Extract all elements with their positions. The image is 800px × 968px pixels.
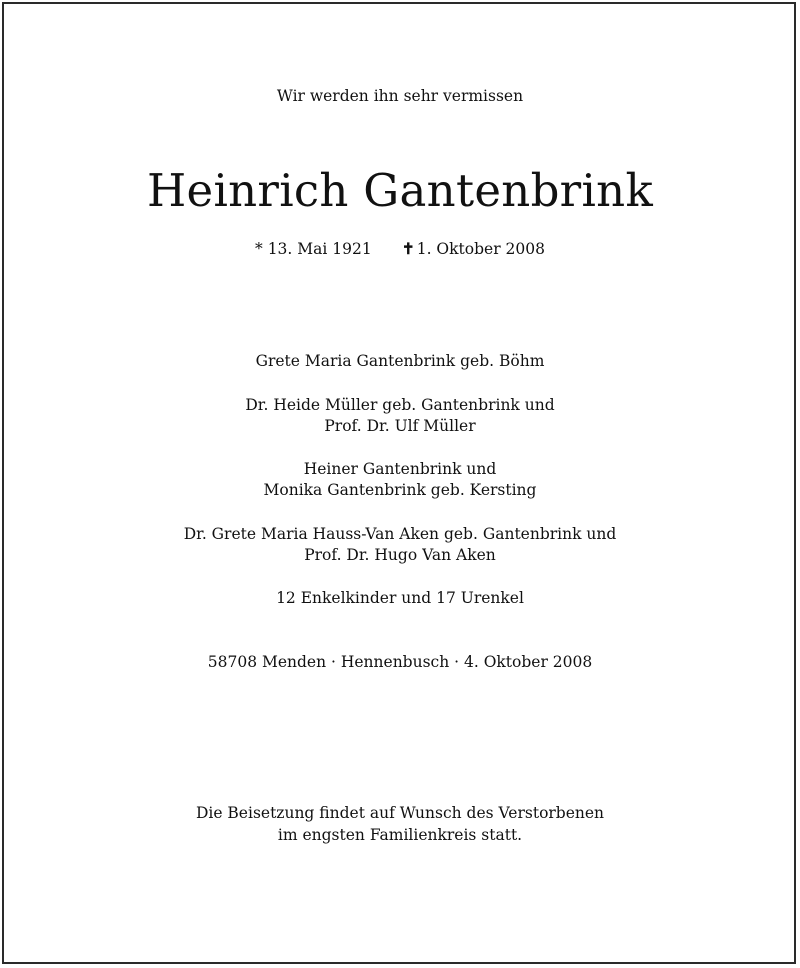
mourner-line: Prof. Dr. Hugo Van Aken [304, 546, 496, 564]
funeral-note-line: im engsten Familienkreis statt. [277, 826, 523, 844]
life-dates [0, 239, 800, 259]
mourner-line: Heiner Gantenbrink und [303, 460, 497, 478]
funeral-note-line: Die Beisetzung findet auf Wunsch des Verstorbenen [195, 804, 605, 822]
deceased-name: Heinrich Gantenbrink [146, 164, 654, 217]
mourner-line: Dr. Grete Maria Hauss-Van Aken geb. Gantenbrink und [183, 525, 617, 543]
grandchildren-line: 12 Enkelkinder und 17 Urenkel [276, 589, 524, 607]
death-date: 1. Oktober 2008 [416, 240, 545, 258]
mourner-line: Prof. Dr. Ulf Müller [324, 417, 476, 435]
cross-icon: ✝ [401, 239, 415, 258]
motto: Wir werden ihn sehr vermissen [276, 87, 524, 105]
place-and-date: 58708 Menden · Hennenbusch · 4. Oktober 2008 [207, 653, 593, 671]
mourner-line: Monika Gantenbrink geb. Kersting [263, 481, 537, 499]
mourner-line: Grete Maria Gantenbrink geb. Böhm [255, 352, 545, 370]
mourner-line: Dr. Heide Müller geb. Gantenbrink und [245, 396, 555, 414]
birth-date: * 13. Mai 1921 [255, 240, 372, 258]
